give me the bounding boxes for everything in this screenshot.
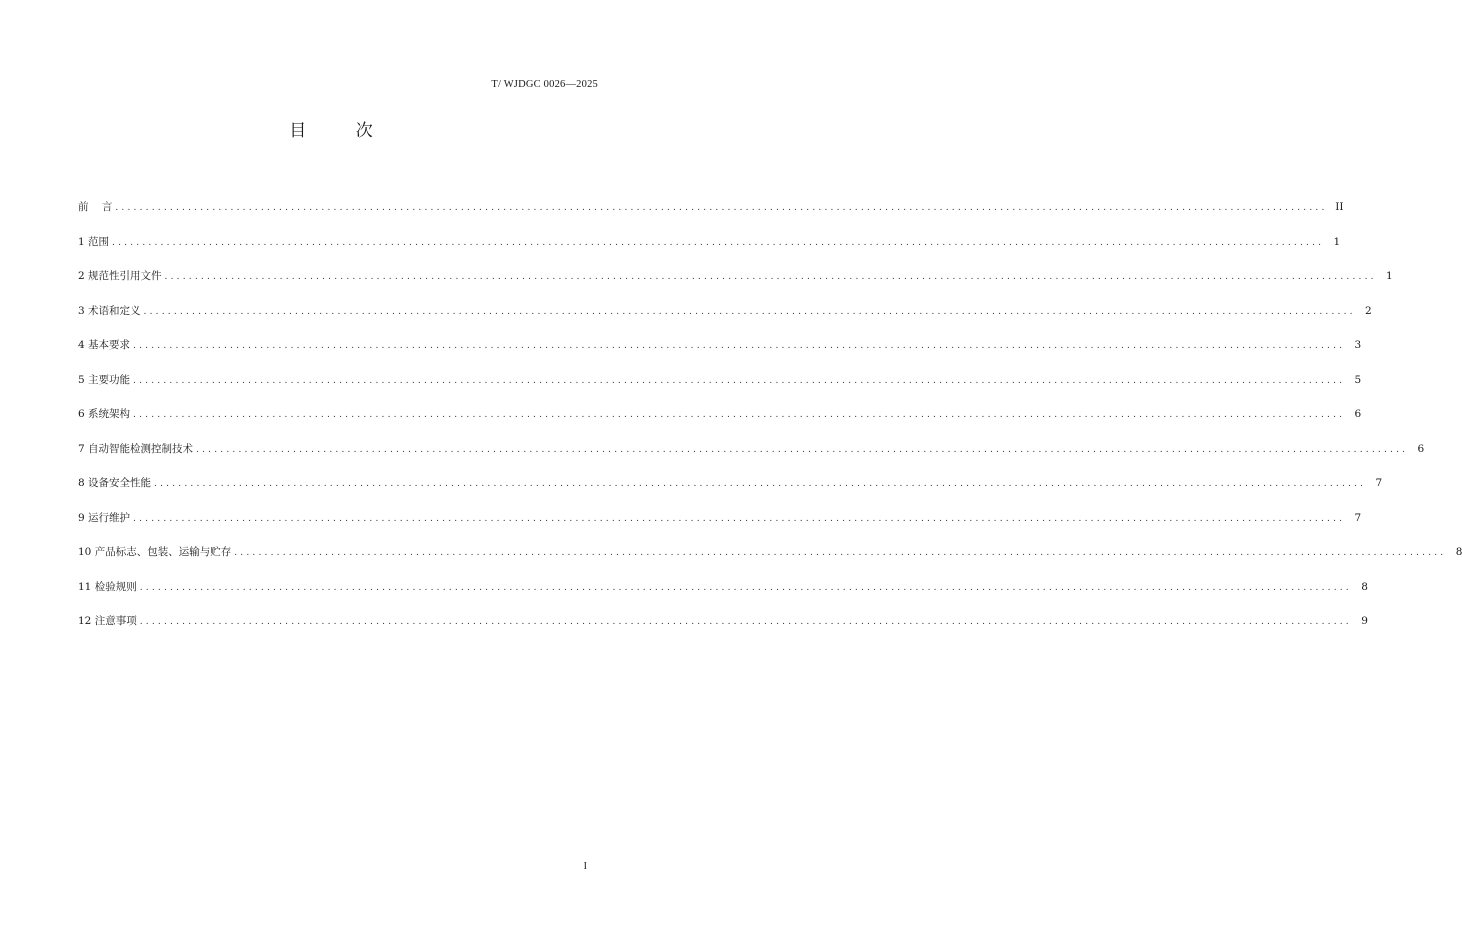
toc-entry-label: 9 运行维护	[78, 511, 131, 524]
page-title: 目 次	[289, 121, 395, 141]
toc-entry-label: 3 术语和定义	[78, 304, 141, 317]
toc-entry-label: 4 基本要求	[78, 339, 131, 351]
toc-entry-page: 5	[1354, 373, 1362, 386]
toc-leader-dots: ........................................................................................................................................................................................................	[112, 237, 1325, 248]
toc-entry-label: 12 注意事项	[78, 615, 137, 627]
toc-entry-page: 2	[1365, 304, 1372, 317]
toc-leader-dots: ........................................................................................................................................................................................................	[139, 617, 1352, 627]
toc-entry-page: 7	[1354, 511, 1362, 524]
toc-entry-page: 3	[1354, 339, 1362, 351]
toc-entry[interactable]	[78, 475, 1383, 510]
toc-entry[interactable]	[78, 406, 1362, 441]
toc-entry-label: 8 设备安全性能	[78, 477, 152, 489]
toc-entry-page: 7	[1375, 477, 1383, 489]
toc-entry-page: 6	[1417, 442, 1425, 455]
document-code: T/ WJDGC 0026—2025	[491, 79, 598, 90]
toc-entry[interactable]	[78, 613, 1368, 648]
toc-leader-dots: ........................................................................................................................................................................................................	[133, 341, 1346, 351]
toc-entry-label: 6 系统架构	[78, 408, 131, 420]
toc-entry-label: 7 自动智能检测控制技术	[78, 442, 194, 455]
toc-entry-page: 1	[1386, 270, 1393, 282]
toc-entry[interactable]	[78, 268, 1393, 303]
toc-leader-dots: ........................................................................................................................................................................................................	[133, 513, 1346, 524]
toc-leader-dots: ........................................................................................................................................................................................................	[133, 410, 1346, 420]
toc-entry[interactable]	[78, 337, 1362, 372]
toc-leader-dots: ........................................................................................................................................................................................................	[139, 582, 1352, 593]
toc-entry-page: 6	[1354, 408, 1362, 420]
toc-leader-dots: ........................................................................................................................................................................................................	[196, 444, 1409, 455]
toc-leader-dots: ........................................................................................................................................................................................................	[164, 272, 1377, 282]
toc-leader-dots: ........................................................................................................................................................................................................	[133, 375, 1346, 386]
toc-leader-dots: ........................................................................................................................................................................................................	[143, 306, 1356, 317]
toc-entry[interactable]	[78, 579, 1368, 614]
toc-entry[interactable]	[78, 234, 1341, 269]
toc-entry-label: 10 产品标志、包装、运输与贮存	[78, 546, 232, 558]
toc-entry-foreword[interactable]	[78, 199, 1344, 234]
toc-entry[interactable]	[78, 544, 1462, 579]
toc-entry-page: 1	[1333, 235, 1341, 248]
toc-entry-page: 8	[1361, 580, 1368, 593]
toc-leader-dots: ........................................................................................................................................................................................................	[234, 548, 1447, 558]
toc-entry-page: 8	[1455, 546, 1462, 558]
toc-leader-dots: ........................................................................................................................................................................................................	[115, 203, 1328, 213]
toc-entry-page: 9	[1361, 615, 1368, 627]
toc-entry[interactable]	[78, 372, 1362, 407]
toc-entry[interactable]	[78, 303, 1372, 338]
toc-entry-label: 11 检验规则	[78, 580, 137, 593]
toc-entry-label: 1 范围	[78, 235, 110, 248]
page-number: I	[583, 861, 587, 872]
toc-entry-label: 前 言	[78, 201, 113, 213]
toc-entry-page: II	[1335, 201, 1344, 213]
toc-entry[interactable]	[78, 441, 1425, 476]
toc-entry-label: 2 规范性引用文件	[78, 270, 162, 282]
toc-entry-label: 5 主要功能	[78, 373, 131, 386]
toc-entry[interactable]	[78, 510, 1362, 545]
table-of-contents	[78, 199, 1462, 648]
toc-leader-dots: ........................................................................................................................................................................................................	[154, 479, 1367, 489]
